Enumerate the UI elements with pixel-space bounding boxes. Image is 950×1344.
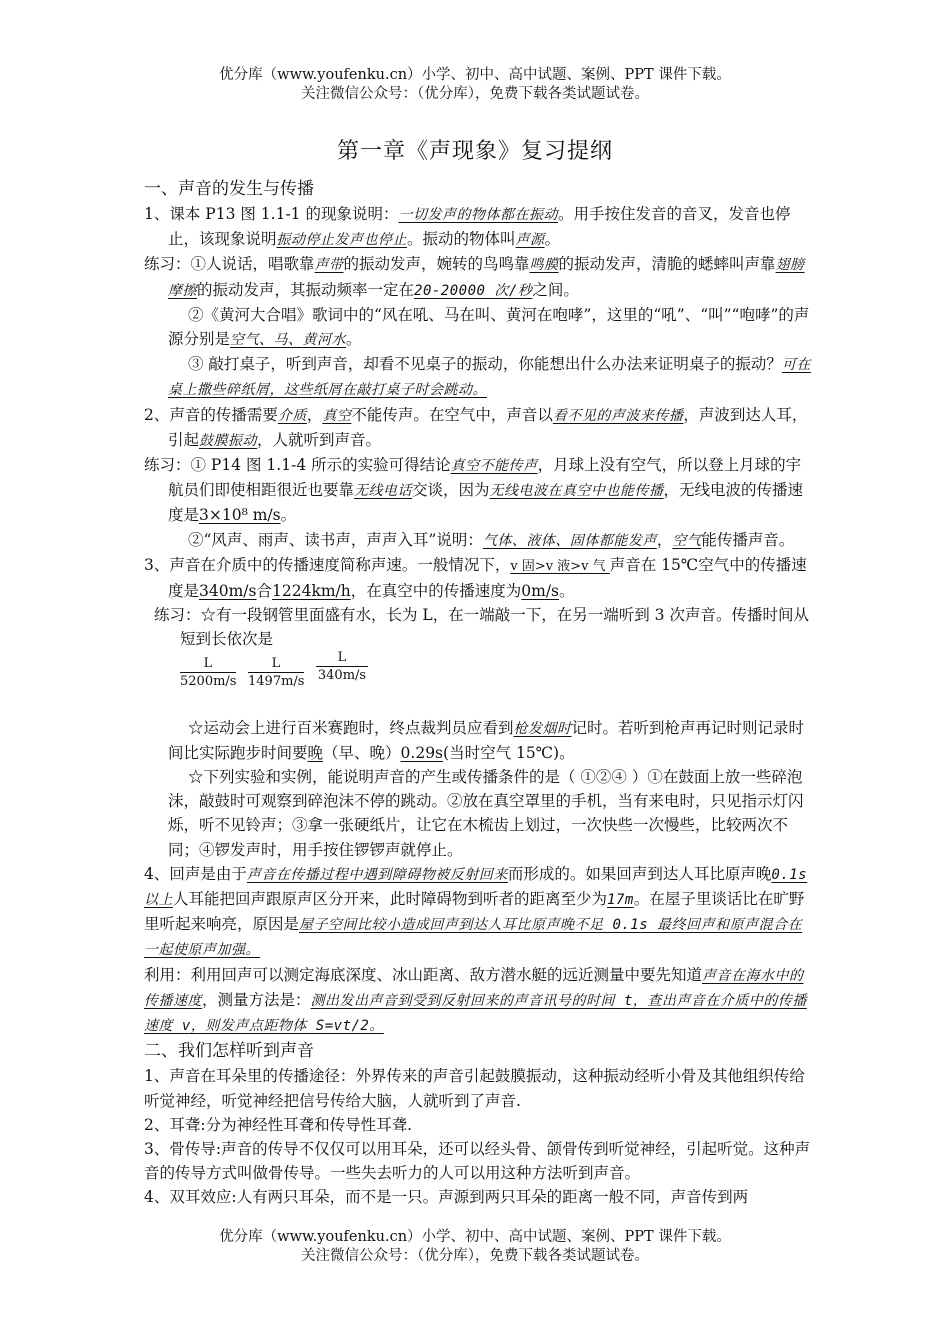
text: 1、课本 P13 图 1.1-1 的现象说明： bbox=[144, 205, 399, 223]
page-footer bbox=[0, 1228, 950, 1266]
header-line-2: 关注微信公众号：（优分库），免费下载各类试题试卷。 bbox=[301, 86, 649, 102]
exercise-3-1 bbox=[144, 603, 812, 651]
fraction-water bbox=[248, 656, 304, 690]
text: ，测量方法是： bbox=[202, 990, 311, 1009]
answer: 声音在海水中的传播速度 bbox=[144, 967, 804, 1009]
exercise-1-3 bbox=[144, 352, 812, 402]
answer: 振动停止发声也停止 bbox=[276, 232, 408, 249]
section-2-heading: 二、我们怎样听到声音 bbox=[144, 1041, 314, 1062]
answer: 鸣膜 bbox=[529, 257, 559, 274]
answer: 晚 bbox=[307, 743, 324, 762]
fraction-numerator: L bbox=[271, 655, 281, 671]
paragraph-2-3: 3、骨传导:声音的传导不仅仅可以用耳朵，还可以经头骨、颌骨传到听觉神经，引起听觉。这种声音的传导方式叫做骨传导。一些失去听力的人可以用这种方法听到声音。 bbox=[144, 1139, 811, 1183]
text: 的振动发声，其振动频率一定在 bbox=[197, 280, 415, 299]
fraction-denominator: 340m/s bbox=[317, 667, 367, 683]
answer: 测出发出声音到受到反射回来的声音讯号的时间 t，查出声音在介质中的传播速度 v，则发声点距物体 S=vt/2。 bbox=[144, 992, 807, 1035]
answer: 可在桌上撒些碎纸屑，这些纸屑在敲打桌子时会跳动。 bbox=[168, 357, 811, 399]
text: ，无线电波的传播速度是 bbox=[168, 481, 804, 525]
paragraph-2-4: 4、双耳效应:人有两只耳朵，而不是一只。声源到两只耳朵的距离一般不同，声音传到两 bbox=[144, 1188, 749, 1207]
exercise-2-1 bbox=[144, 453, 812, 528]
section-1-heading: 一、声音的发生与传播 bbox=[144, 179, 314, 199]
paragraph-2-2: 2、耳聋:分为神经性耳聋和传导性耳聋. bbox=[144, 1115, 413, 1134]
text: 声音在 15℃空气中的传播速度是 bbox=[168, 555, 807, 601]
answer: 无线电话 bbox=[354, 483, 413, 500]
text: 之间。 bbox=[532, 280, 579, 299]
paragraph-1-4 bbox=[144, 862, 812, 963]
text: ②“风声、雨声、读书声，声声入耳”说明： bbox=[188, 530, 483, 549]
answer: 看不见的声波来传播 bbox=[552, 407, 684, 424]
text: ☆下列实验和实例，能说明声音的产生或传播条件的是（ ①②④ ）①在鼓面上放一些碎泡沫，敲鼓时可观察到碎泡沫不停的跳动。②放在真空罩里的手机，当有来电时，只见指示灯闪烁，听不见铃声；③拿一张硬纸片，让它在木梳齿上划过，一次快些一次慢些，比较两次不同；④锣发声时，用手按住锣锣声就停止。 bbox=[168, 768, 804, 859]
spacer bbox=[144, 700, 812, 716]
footer-line-1: 优分库（www.youfenku.cn）小学、初中、高中试题、案例、PPT 课件下载。 bbox=[219, 1229, 731, 1245]
text: 合 bbox=[256, 582, 272, 601]
answer: 鼓膜振动 bbox=[199, 432, 258, 449]
footer-line-2: 关注微信公众号：（优分库），免费下载各类试题试卷。 bbox=[301, 1248, 649, 1264]
text: 练习：① P14 图 1.1-4 所示的实验可得结论 bbox=[144, 456, 451, 475]
text: 4、回声是由于 bbox=[144, 864, 247, 883]
answer: 真空不能传声 bbox=[450, 458, 538, 475]
page-header bbox=[0, 66, 950, 104]
exercise-3-2 bbox=[144, 716, 812, 765]
text: 。 bbox=[559, 582, 575, 601]
document-body bbox=[144, 176, 812, 1210]
text: 。用手按住发音的音叉，发音也停止，该现象说明 bbox=[168, 205, 791, 249]
answer: 翅膀摩擦 bbox=[168, 257, 805, 299]
text: ，在真空中的传播速度为 bbox=[350, 582, 522, 601]
paragraph-1-2 bbox=[144, 403, 812, 453]
answer: 气体、液体、固体都能发声 bbox=[482, 532, 657, 549]
text: 而形成的。如果回声到达人耳比原声晚 bbox=[507, 864, 772, 883]
text: 利用：利用回声可以测定海底深度、冰山距离、敌方潜水艇的远近测量中要先知道 bbox=[144, 965, 703, 984]
text: (当时空气 15℃)。 bbox=[443, 743, 575, 762]
text: 人耳能把回声跟原声区分开来，此时障碍物到听者的距离至少为 bbox=[173, 890, 608, 909]
answer: v 固>v 液>v 气 bbox=[510, 558, 610, 574]
exercise-1-2 bbox=[144, 303, 812, 352]
answer: 枪发烟时 bbox=[513, 720, 572, 737]
answer: 屋子空间比较小造成回声到达人耳比原声晚不足 0.1s 最终回声和原声混合在一起使原声加强。 bbox=[144, 917, 803, 959]
answer: 0m/s bbox=[521, 582, 560, 601]
exercise-3-3 bbox=[144, 765, 812, 862]
text: 练习：①人说话，唱歌靠 bbox=[144, 255, 315, 274]
answer: 声音在传播过程中遇到障碍物被反射回来 bbox=[246, 866, 508, 883]
text: ②《黄河大合唱》歌词中的“风在吼、马在叫、黄河在咆哮”，这里的“吼”、“叫”“咆哮”的声源分别是 bbox=[168, 305, 810, 349]
answer: 真空 bbox=[322, 407, 352, 424]
text: 的振动发声，婉转的鸟鸣靠 bbox=[343, 255, 530, 274]
header-line-1: 优分库（www.youfenku.cn）小学、初中、高中试题、案例、PPT 课件下载。 bbox=[219, 67, 731, 83]
fraction-row bbox=[180, 649, 812, 700]
text: ，人就听到声音。 bbox=[257, 430, 382, 449]
answer: 340m/s bbox=[199, 582, 257, 601]
paragraph-2-1: 1、声音在耳朵里的传播途径：外界传来的声音引起鼓膜振动，这种振动经听小骨及其他组织传给听觉神经，听觉神经把信号传给大脑，人就听到了声音. bbox=[144, 1067, 805, 1110]
text: 能传播声音。 bbox=[701, 530, 795, 549]
fraction-air bbox=[316, 650, 368, 684]
answer: 声带 bbox=[314, 257, 344, 274]
text: ③ 敲打桌子，听到声音，却看不见桌子的振动，你能想出什么办法来证明桌子的振动？ bbox=[188, 355, 782, 374]
answer: 一切发声的物体都在振动 bbox=[398, 207, 558, 223]
text: 。 bbox=[544, 230, 561, 249]
text: 2、声音的传播需要 bbox=[144, 405, 278, 424]
fraction-steel bbox=[180, 656, 236, 690]
text: 不能传声。在空气中，声音以 bbox=[351, 405, 553, 424]
text: ，月球上没有空气，所以登上月球的宇航员们即使相距很近也要靠 bbox=[168, 456, 802, 500]
text: 交谈，因为 bbox=[412, 481, 490, 500]
text: 。在屋子里谈话比在旷野里听起来响亮，原因是 bbox=[144, 890, 805, 934]
answer: 3×10⁸ m/s bbox=[199, 506, 281, 525]
fraction-denominator: 5200m/s bbox=[180, 673, 237, 689]
answer: 空气、马、黄河水 bbox=[230, 332, 347, 349]
answer: 空气 bbox=[672, 532, 702, 549]
text: 。 bbox=[346, 330, 362, 349]
paragraph-use bbox=[144, 963, 812, 1039]
answer: 声源 bbox=[515, 232, 545, 249]
text: 练习：☆有一段钢管里面盛有水，长为 L，在一端敲一下，在另一端听到 3 次声音。传播时间从短到长依次是 bbox=[154, 606, 809, 649]
text: 。 bbox=[280, 506, 297, 525]
fraction-numerator: L bbox=[203, 655, 213, 671]
text: （早、晚） bbox=[323, 743, 401, 762]
answer: 0.29s bbox=[400, 743, 444, 762]
text: 的振动发声，清脆的蟋蟀叫声靠 bbox=[558, 255, 776, 274]
text: ， bbox=[306, 405, 323, 424]
text: 3、声音在介质中的传播速度简称声速。一般情况下， bbox=[144, 555, 511, 574]
answer: 20-20000 次/秒 bbox=[414, 282, 533, 299]
answer: 1224km/h bbox=[272, 582, 351, 601]
exercise-1-1 bbox=[144, 252, 812, 302]
answer: 0.1s 以上 bbox=[144, 866, 808, 909]
text: ， bbox=[656, 530, 673, 549]
answer: 17m bbox=[607, 892, 634, 909]
fraction-numerator: L bbox=[337, 649, 347, 665]
text: ☆运动会上进行百米赛跑时，终点裁判员应看到 bbox=[188, 718, 514, 737]
text: ，声波到达人耳，引起 bbox=[168, 405, 808, 449]
text: 。振动的物体叫 bbox=[407, 230, 516, 249]
document-title: 第一章《声现象》复习提纲 bbox=[336, 139, 613, 164]
paragraph-1-1 bbox=[144, 202, 812, 252]
answer: 介质 bbox=[277, 407, 307, 424]
paragraph-1-3 bbox=[144, 553, 812, 603]
answer: 无线电波在真空中也能传播 bbox=[489, 483, 664, 500]
exercise-2-2 bbox=[144, 528, 812, 553]
text: 记时。若听到枪声再记时则记录时间比实际跑步时间要 bbox=[168, 718, 805, 762]
fraction-denominator: 1497m/s bbox=[248, 673, 305, 689]
